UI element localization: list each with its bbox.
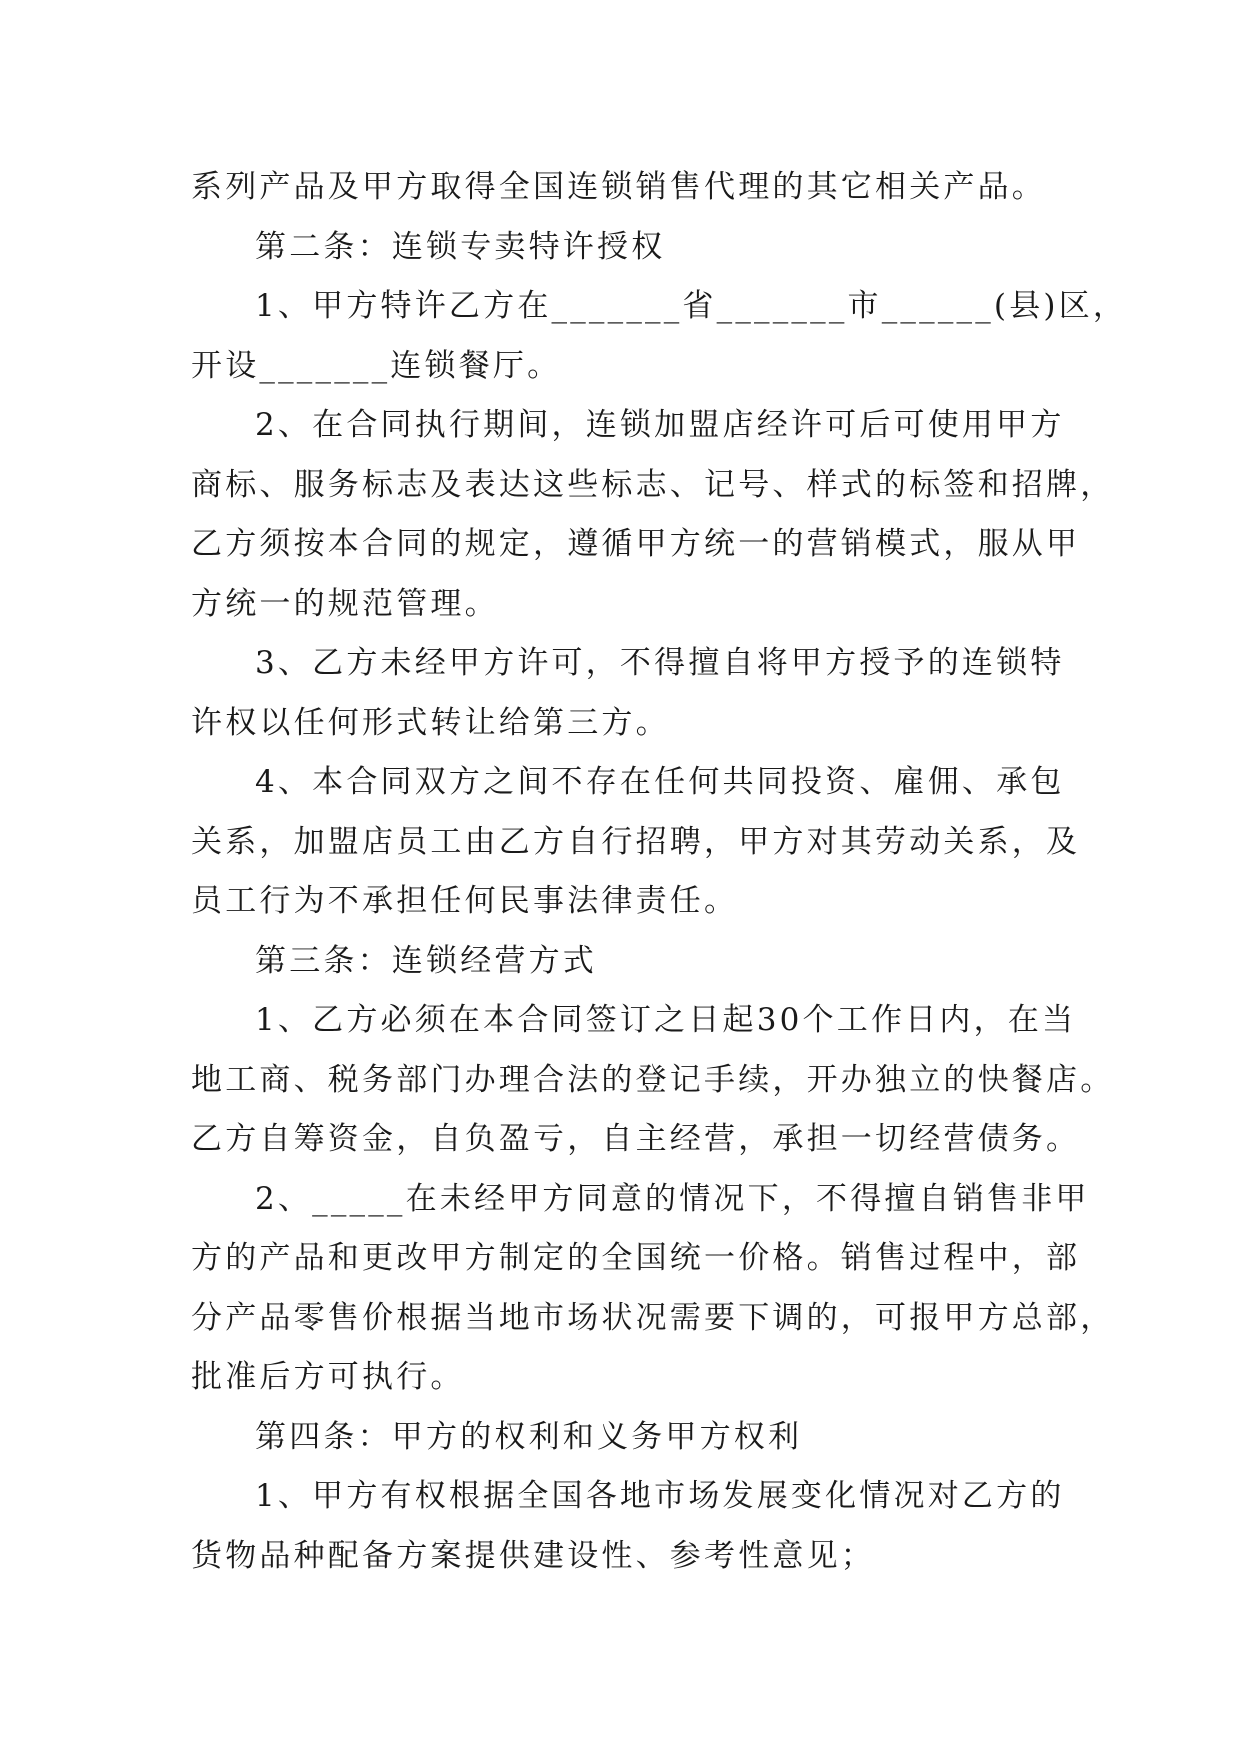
text-line: 关系，加盟店员工由乙方自行招聘，甲方对其劳动关系，及	[191, 823, 1081, 860]
text-line: 4、本合同双方之间不存在任何共同投资、雇佣、承包	[255, 764, 1065, 800]
text-line: 乙方自筹资金，自负盈亏，自主经营，承担一切经营债务。	[191, 1121, 1081, 1157]
text-line: 批准后方可执行。	[191, 1359, 465, 1395]
text-line: 地工商、税务部门办理合法的登记手续，开办独立的快餐店。	[191, 1061, 1115, 1098]
section-heading: 第三条：连锁经营方式	[255, 942, 597, 979]
text-line: 方统一的规范管理。	[191, 585, 499, 622]
text-line: 1、甲方有权根据全国各地市场发展变化情况对乙方的	[255, 1478, 1065, 1514]
text-line: 2、_____在未经甲方同意的情况下，不得擅自销售非甲	[255, 1180, 1090, 1217]
text-line: 2、在合同执行期间，连锁加盟店经许可后可使用甲方	[255, 407, 1065, 443]
section-heading: 第二条：连锁专卖特许授权	[255, 228, 666, 265]
text-line: 3、乙方未经甲方许可，不得擅自将甲方授予的连锁特	[255, 645, 1065, 681]
text-line: 商标、服务标志及表达这些标志、记号、样式的标签和招牌，	[191, 466, 1115, 503]
text-line: 方的产品和更改甲方制定的全国统一价格。销售过程中，部	[191, 1240, 1081, 1276]
text-line: 许权以任何形式转让给第三方。	[191, 704, 670, 741]
text-line: 1、甲方特许乙方在_______省_______市______(县)区，	[255, 288, 1128, 324]
text-line: 货物品种配备方案提供建设性、参考性意见；	[191, 1537, 875, 1574]
text-line: 1、乙方必须在本合同签订之日起30个工作日内，在当	[255, 1002, 1077, 1038]
text-line: 开设_______连锁餐厅。	[191, 347, 562, 384]
text-line: 系列产品及甲方取得全国连锁销售代理的其它相关产品。	[191, 169, 1046, 205]
section-heading: 第四条：甲方的权利和义务甲方权利	[255, 1418, 803, 1455]
document-body	[191, 158, 1128, 1586]
text-line: 分产品零售价根据当地市场状况需要下调的，可报甲方总部，	[191, 1299, 1115, 1336]
text-line: 员工行为不承担任何民事法律责任。	[191, 883, 739, 919]
text-line: 乙方须按本合同的规定，遵循甲方统一的营销模式，服从甲	[191, 526, 1081, 562]
